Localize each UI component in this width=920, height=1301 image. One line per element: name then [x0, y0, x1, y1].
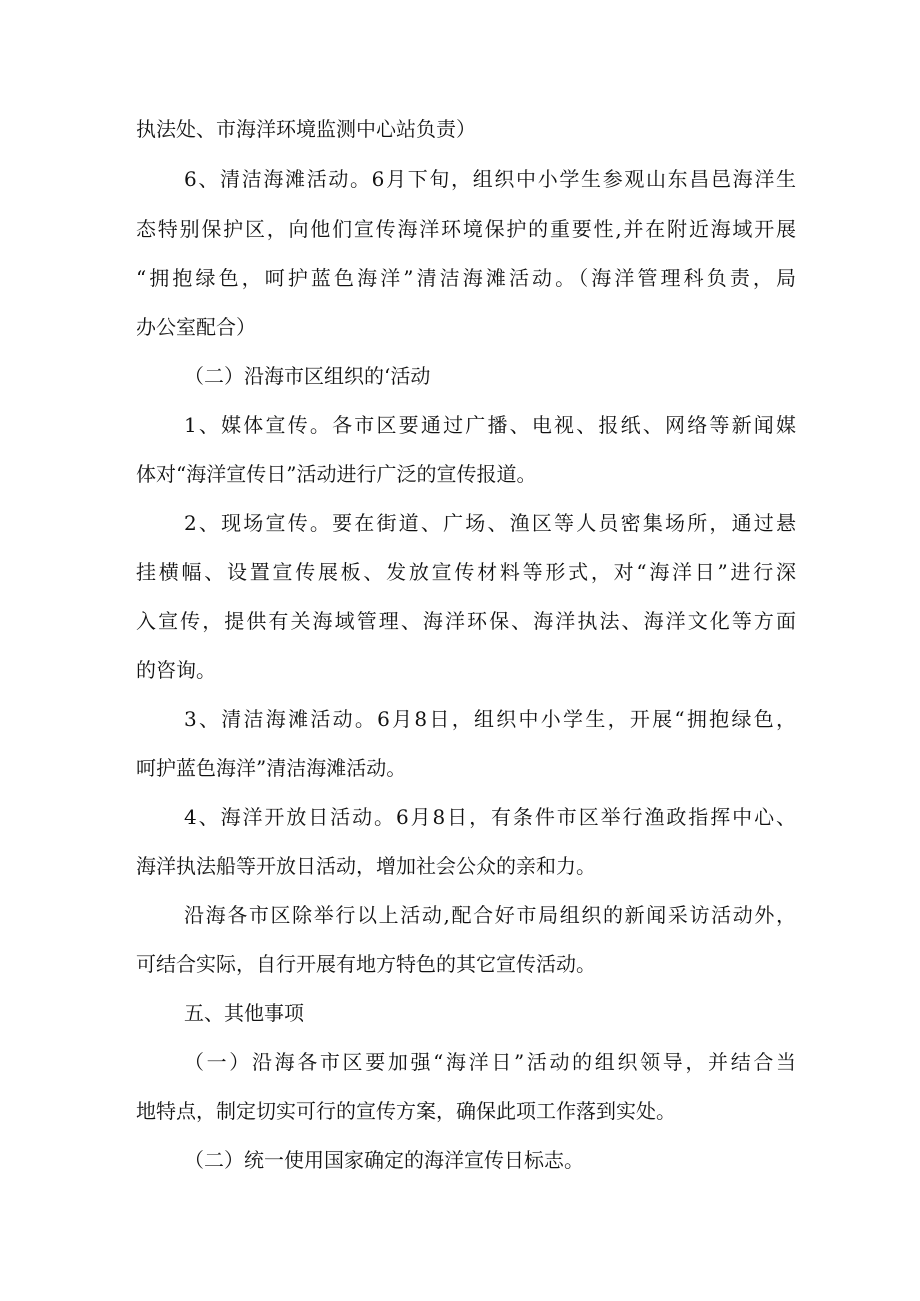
text-line: 挂横幅、设置宣传展板、发放宣传材料等形式，对“海洋日”进行深	[136, 560, 796, 584]
section-heading: （二）沿海市区组织的‘活动	[184, 364, 431, 388]
text-line: 地特点，制定切实可行的宣传方案，确保此项工作落到实处。	[136, 1099, 676, 1123]
text-line: 2、现场宣传。要在街道、广场、渔区等人员密集场所，通过悬	[184, 511, 796, 535]
text-line: （二）统一使用国家确定的海洋宣传日标志。	[184, 1148, 584, 1172]
section-heading: 五、其他事项	[184, 1001, 304, 1025]
text-line: 沿海各市区除举行以上活动,配合好市局组织的新闻采访活动外，	[184, 903, 796, 927]
text-line: 海洋执法船等开放日活动，增加社会公众的亲和力。	[136, 854, 596, 878]
text-line: （一）沿海各市区要加强“海洋日”活动的组织领导，并结合当	[184, 1050, 796, 1074]
text-line: 执法处、市海洋环境监测中心站负责）	[136, 117, 476, 141]
text-line: 呵护蓝色海洋”清洁海滩活动。	[136, 756, 407, 780]
text-line: 6、清洁海滩活动。6月下旬，组织中小学生参观山东昌邑海洋生	[184, 167, 796, 191]
text-line: 入宣传，提供有关海域管理、海洋环保、海洋执法、海洋文化等方面	[136, 609, 796, 633]
text-line: 4、海洋开放日活动。6月8日，有条件市区举行渔政指挥中心、	[184, 805, 796, 829]
text-line: 体对“海洋宣传日”活动进行广泛的宣传报道。	[136, 462, 537, 486]
text-line: “拥抱绿色，呵护蓝色海洋”清洁海滩活动。（海洋管理科负责，局	[136, 266, 796, 290]
text-line: 态特别保护区，向他们宣传海洋环境保护的重要性,并在附近海域开展	[136, 217, 796, 241]
text-line: 1、媒体宣传。各市区要通过广播、电视、报纸、网络等新闻媒	[184, 413, 796, 437]
text-line: 可结合实际，自行开展有地方特色的其它宣传活动。	[136, 952, 596, 976]
text-line: 办公室配合）	[136, 315, 256, 339]
text-line: 3、清洁海滩活动。6月8日，组织中小学生，开展“拥抱绿色，	[184, 707, 796, 731]
text-line: 的咨询。	[136, 658, 216, 682]
